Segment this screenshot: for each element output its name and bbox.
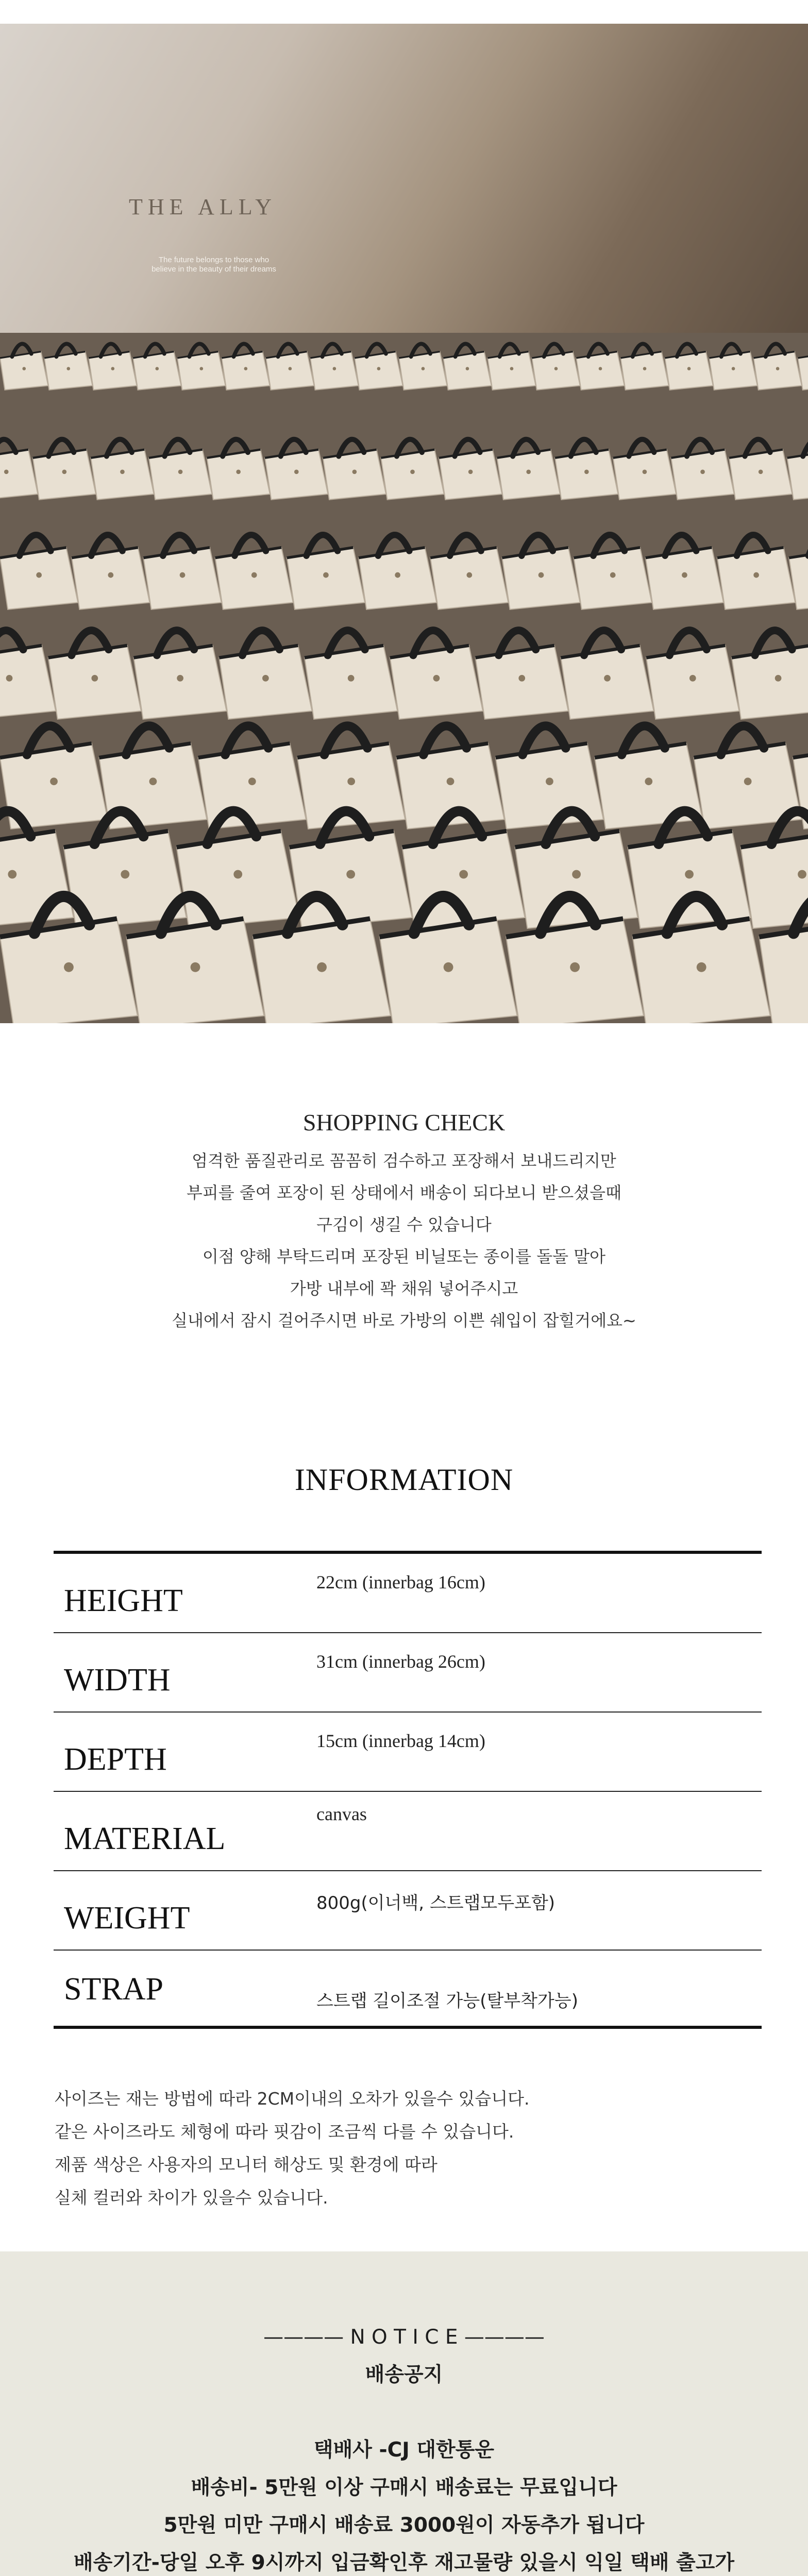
brand-logo: THE ALLY — [129, 194, 277, 219]
shopping-check-text — [0, 1145, 808, 1336]
info-value: 31cm (innerbag 26cm) — [316, 1651, 485, 1672]
info-label: WEIGHT — [64, 1901, 190, 1936]
hero-backdrop — [0, 24, 808, 343]
info-value: 15cm (innerbag 14cm) — [316, 1731, 485, 1751]
info-label: DEPTH — [64, 1742, 167, 1777]
info-row-width — [54, 1633, 762, 1713]
info-value: 22cm (innerbag 16cm) — [316, 1572, 485, 1592]
size-note-line: 사이즈는 재는 방법에 따라 2CM이내의 오차가 있을수 있습니다. — [55, 2089, 530, 2109]
hero-photo — [0, 24, 808, 1023]
info-label: HEIGHT — [64, 1583, 183, 1618]
info-row-height — [54, 1554, 762, 1633]
notice-line: 택배사 -CJ 대한통운 — [313, 2438, 495, 2462]
info-label: STRAP — [64, 1972, 163, 2007]
canvas-bags-illustration — [0, 333, 808, 1023]
size-note-line: 제품 색상은 사용자의 모니터 해상도 및 환경에 따라 — [55, 2155, 437, 2175]
information-table — [54, 1551, 762, 2029]
shopping-check-line: 이점 양해 부탁드리며 포장된 비닐또는 종이를 돌돌 말아 — [202, 1247, 606, 1266]
notice-text — [0, 2318, 808, 2576]
size-notes — [55, 2082, 530, 2214]
info-row-strap — [54, 1951, 762, 2029]
notice-line: 배송비- 5만원 이상 구매시 배송료는 무료입니다 — [191, 2476, 617, 2499]
information-title: INFORMATION — [294, 1463, 514, 1497]
info-value: canvas — [316, 1804, 367, 1824]
info-value: 스트랩 길이조절 가능(탈부착가능) — [316, 1991, 578, 2011]
shopping-check-line: 가방 내부에 꽉 채워 넣어주시고 — [290, 1279, 518, 1298]
notice-line: 배송공지 — [365, 2363, 443, 2386]
size-note-line: 실체 컬러와 차이가 있을수 있습니다. — [55, 2188, 328, 2208]
info-value: 800g(이너백, 스트랩모두포함) — [316, 1893, 556, 1913]
size-note-line: 같은 사이즈라도 체형에 따라 핏감이 조금씩 다를 수 있습니다. — [55, 2122, 514, 2142]
notice-section — [0, 2251, 808, 2576]
info-row-weight — [54, 1871, 762, 1951]
shopping-check-line: 구김이 생길 수 있습니다 — [316, 1215, 492, 1234]
shopping-check-line: 엄격한 품질관리로 꼼꼼히 검수하고 포장해서 보내드리지만 — [192, 1151, 616, 1171]
info-label: MATERIAL — [64, 1821, 226, 1856]
shopping-check-title: SHOPPING CHECK — [302, 1109, 506, 1136]
brand-tagline: The future belongs to those who believe in the beauty of their dreams — [152, 256, 276, 274]
info-label: WIDTH — [64, 1663, 171, 1698]
notice-spacer — [0, 2394, 808, 2431]
notice-line: 5만원 미만 구매시 배송료 3000원이 자동추가 됩니다 — [163, 2514, 645, 2537]
shopping-check-line: 실내에서 잠시 걸어주시면 바로 가방의 이쁜 쉐입이 잡힐거에요~ — [172, 1311, 636, 1330]
info-row-depth — [54, 1713, 762, 1792]
shopping-check-line: 부피를 줄여 포장이 된 상태에서 배송이 되다보니 받으셨을때 — [186, 1183, 621, 1202]
notice-line: ———— N O T I C E ———— — [263, 2326, 545, 2349]
notice-line: 배송기간-당일 오후 9시까지 입금확인후 재고물량 있을시 익일 택배 출고가 — [73, 2551, 735, 2574]
info-row-material — [54, 1792, 762, 1871]
